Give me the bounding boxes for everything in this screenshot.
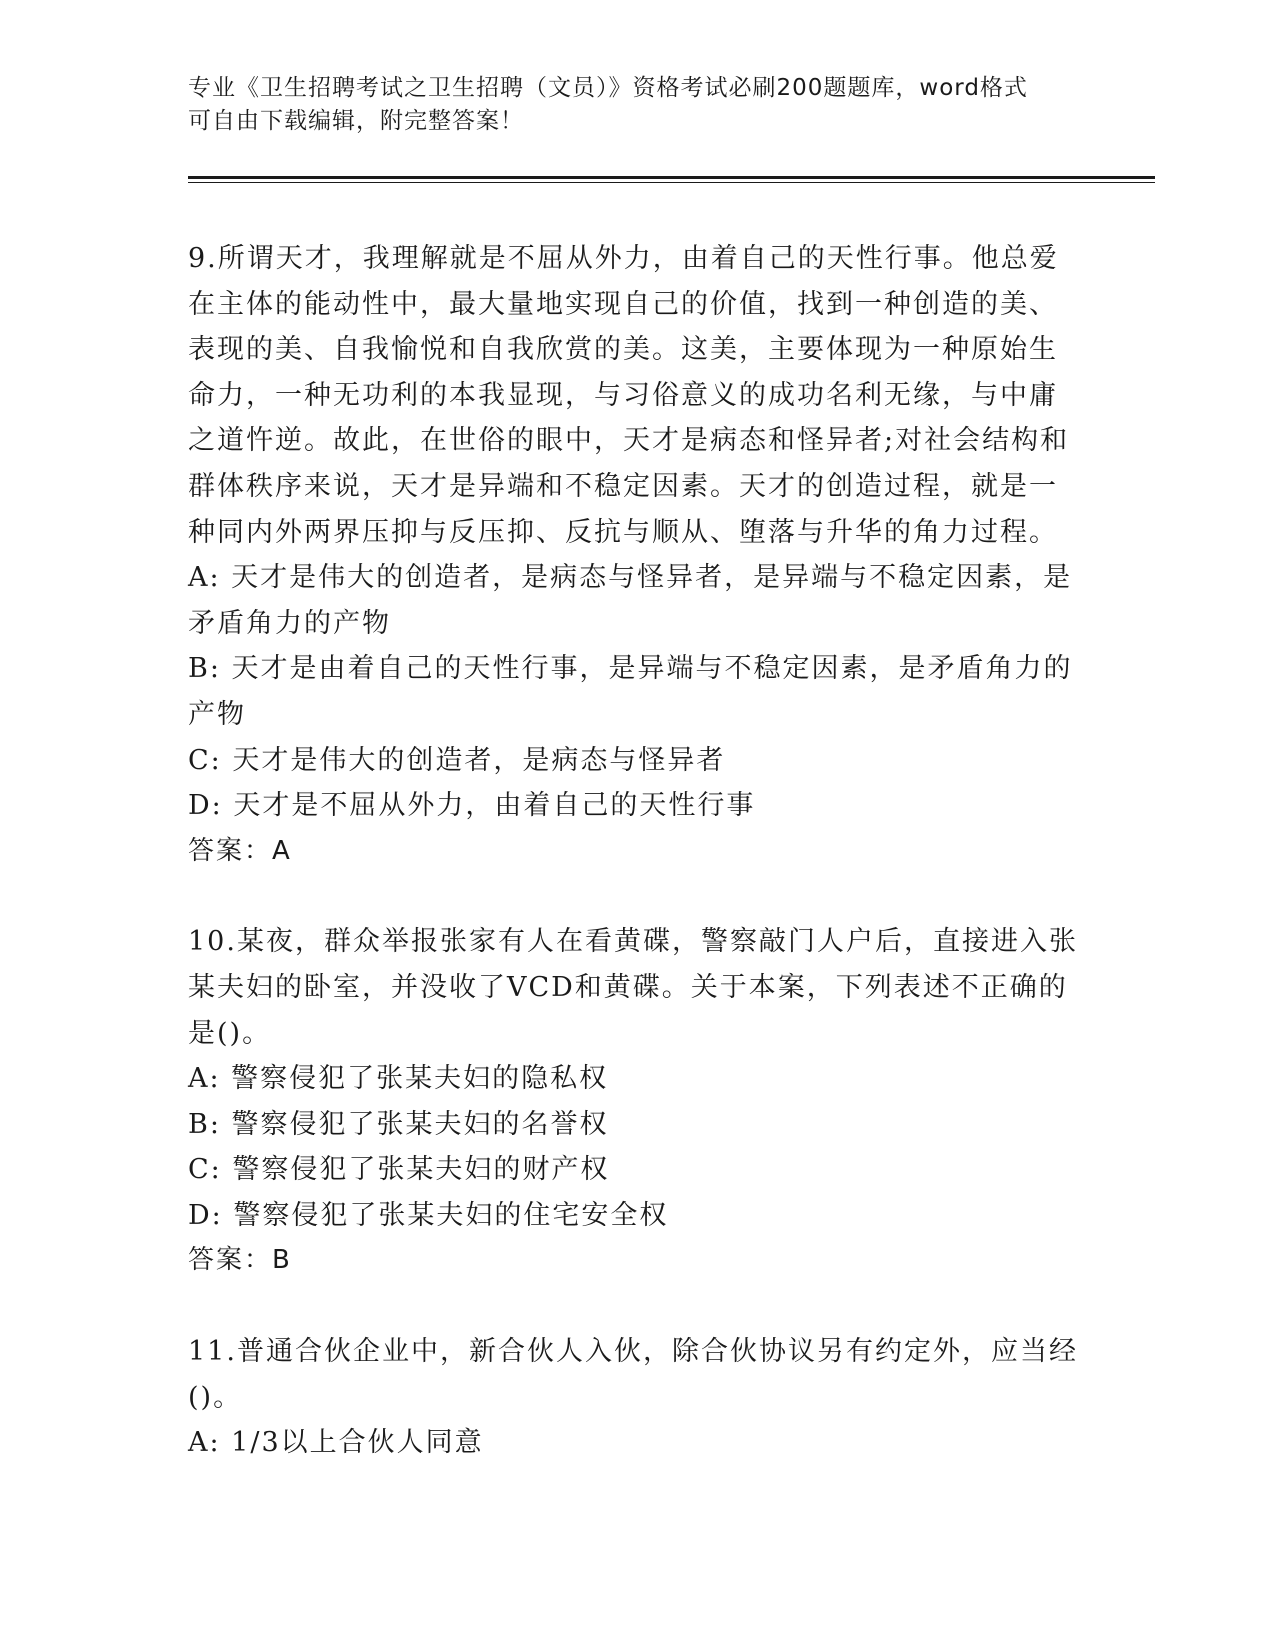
question-text-line: 种同内外两界压抑与反压抑、反抗与顺从、堕落与升华的角力过程。 <box>188 516 1058 548</box>
question-text-line: 命力，一种无功利的本我显现，与习俗意义的成功名利无缘，与中庸 <box>188 379 1058 411</box>
question-text-line: 之道忤逆。故此，在世俗的眼中，天才是病态和怪异者;对社会结构和 <box>188 425 1070 457</box>
option-line: A: 警察侵犯了张某夫妇的隐私权 <box>188 1063 609 1095</box>
question-item-10 <box>188 919 1088 1284</box>
option-line: C: 警察侵犯了张某夫妇的财产权 <box>188 1154 610 1186</box>
header-divider-thin <box>188 182 1155 183</box>
document-header <box>188 72 1088 138</box>
option-line: 产物 <box>188 698 246 730</box>
option-line: D: 天才是不屈从外力，由着自己的天性行事 <box>188 790 756 822</box>
question-item-9 <box>188 236 1088 874</box>
option-line: A: 1/3以上合伙人同意 <box>188 1427 484 1459</box>
option-line: B: 警察侵犯了张某夫妇的名誉权 <box>188 1108 609 1140</box>
header-title-line-1: 专业《卫生招聘考试之卫生招聘（文员）》资格考试必刷200题题库，word格式 <box>188 75 1028 101</box>
answer-label: 答案：B <box>188 1245 292 1276</box>
question-spacer <box>188 874 1088 919</box>
question-text-line: 群体秩序来说，天才是异端和不稳定因素。天才的创造过程，就是一 <box>188 470 1058 502</box>
question-text-line: 9.所谓天才，我理解就是不屈从外力，由着自己的天性行事。他总爱 <box>188 243 1059 274</box>
option-line: D: 警察侵犯了张某夫妇的住宅安全权 <box>188 1199 669 1231</box>
answer-label: 答案：A <box>188 835 292 866</box>
option-line: C: 天才是伟大的创造者，是病态与怪异者 <box>188 744 726 776</box>
option-line: B: 天才是由着自己的天性行事，是异端与不稳定因素，是矛盾角力的 <box>188 653 1073 685</box>
question-spacer <box>188 1284 1088 1329</box>
question-text-line: ()。 <box>188 1381 243 1413</box>
question-text-line: 11.普通合伙企业中，新合伙人入伙，除合伙协议另有约定外，应当经 <box>188 1336 1078 1368</box>
question-text-line: 10.某夜，群众举报张家有人在看黄碟，警察敲门人户后，直接进入张 <box>188 926 1078 958</box>
question-text-line: 是()。 <box>188 1017 272 1049</box>
question-text-line: 某夫妇的卧室，并没收了VCD和黄碟。关于本案，下列表述不正确的 <box>188 971 1068 1003</box>
question-list <box>188 236 1088 1466</box>
header-title-line-2: 可自由下载编辑，附完整答案！ <box>188 108 524 134</box>
option-line: A: 天才是伟大的创造者，是病态与怪异者，是异端与不稳定因素，是 <box>188 562 1073 594</box>
question-text-line: 在主体的能动性中，最大量地实现自己的价值，找到一种创造的美、 <box>188 288 1058 320</box>
question-text-line: 表现的美、自我愉悦和自我欣赏的美。这美，主要体现为一种原始生 <box>188 334 1058 366</box>
option-line: 矛盾角力的产物 <box>188 607 391 639</box>
question-item-11 <box>188 1329 1088 1466</box>
header-divider-thick <box>188 176 1155 179</box>
